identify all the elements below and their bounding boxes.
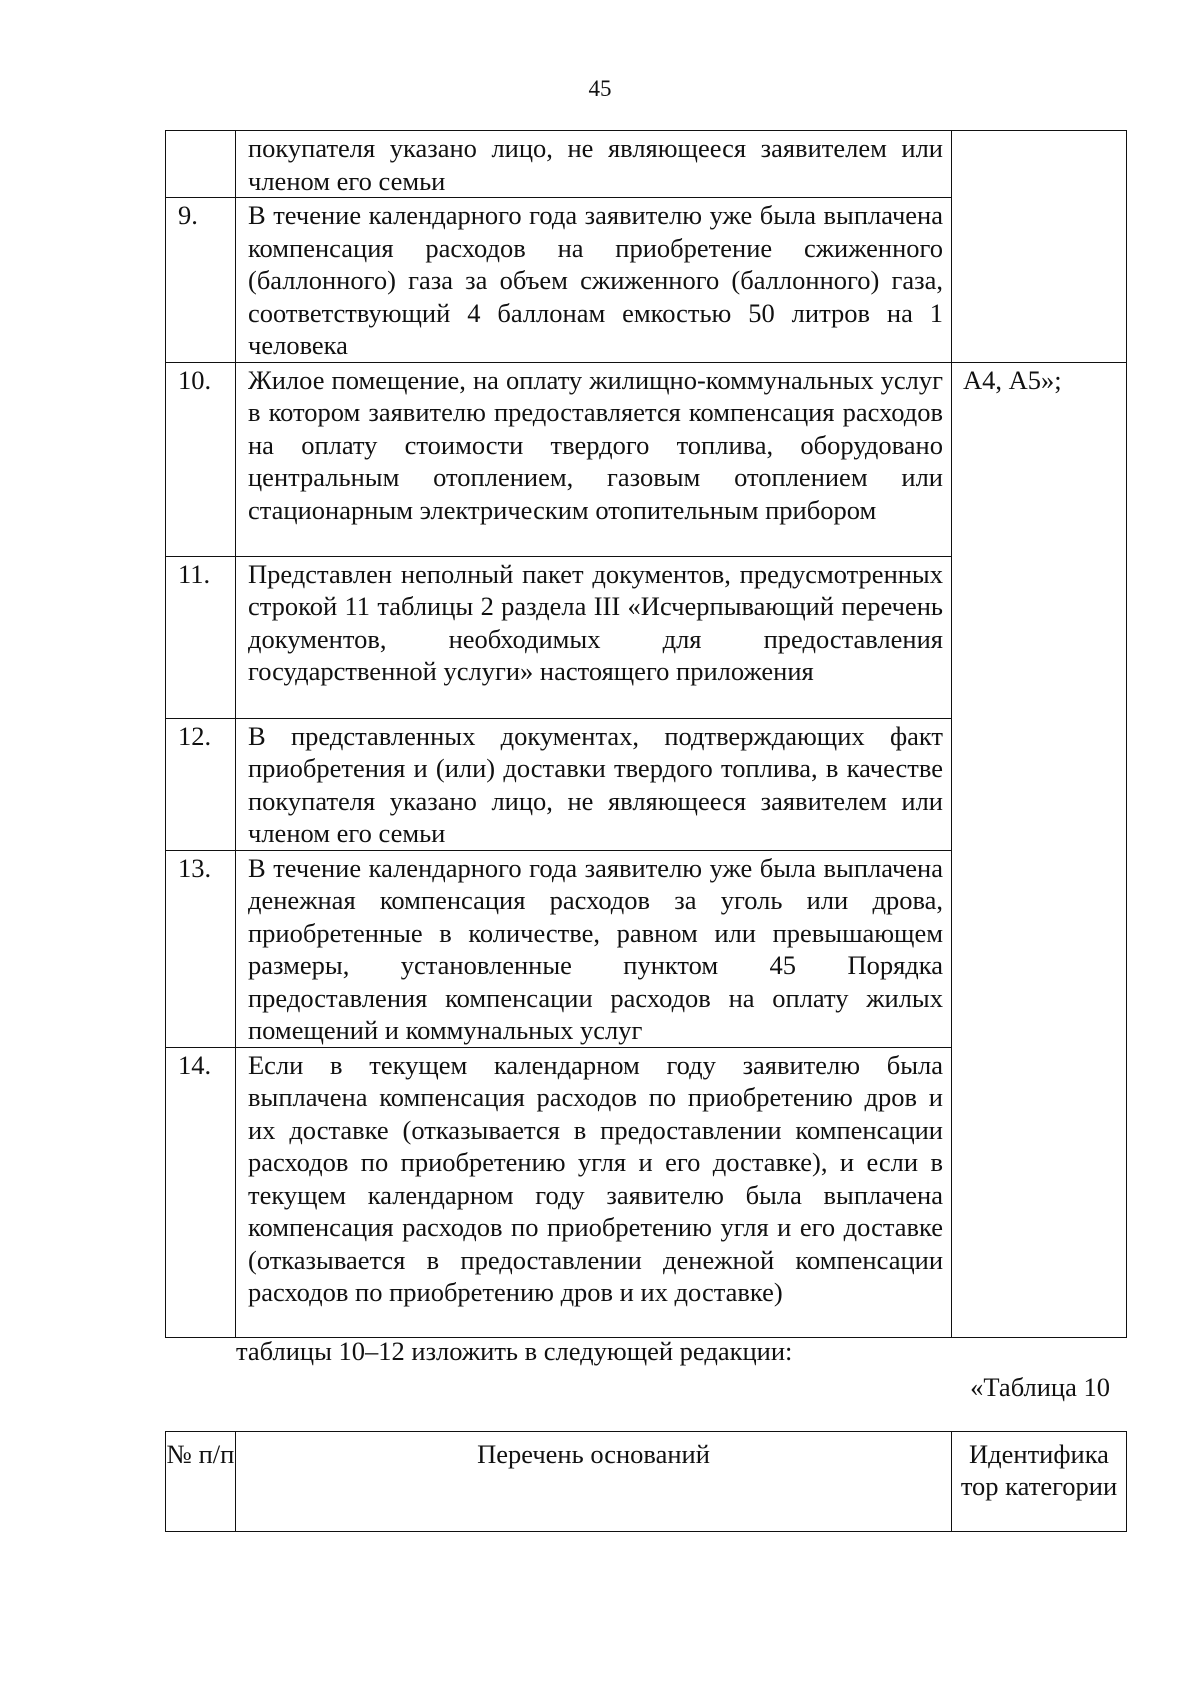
page-number: 45 [588,76,612,101]
row-text: В течение календарного года заявителю уже была выплачена компенсация расходов на приобретение сжиженного (баллонного) газа за объем сжиженного (баллонного) газа, соответствующий 4 баллонам емкостью 50 литров на 1 человека [236,198,952,363]
table-caption: «Таблица 10 [970,1372,1110,1402]
row-number: 11. [166,556,236,718]
header-identifier: Идентифика тор категории [952,1432,1127,1532]
row-text: Представлен неполный пакет документов, предусмотренных строкой 11 таблицы 2 раздела III «Исчерпывающий перечень документов, необходимых для предоставления государственной услуги» настоящего приложения [236,556,952,718]
row-number: 10. [166,362,236,556]
header-list: Перечень оснований [236,1432,952,1532]
row-text: В представленных документах, подтверждающих факт приобретения и (или) доставки твердого топлива, в качестве покупателя указано лицо, не являющееся заявителем или членом его семьи [236,718,952,850]
table-row [166,362,1127,556]
header-number: № п/п [166,1432,236,1532]
header-row [166,1432,1127,1532]
row-number: 12. [166,718,236,850]
identifier-cell: А4, А5»; [952,362,1127,1337]
row-number: 14. [166,1047,236,1337]
grounds-table [165,130,1127,1338]
instruction-text: таблицы 10–12 изложить в следующей редакции: [236,1336,793,1366]
row-text: В течение календарного года заявителю уже была выплачена денежная компенсация расходов за уголь или дрова, приобретенные в количестве, равном или превышающем размеры, установленные пунктом 45 Порядка предоставления компенсации расходов на оплату жилых помещений и коммунальных услуг [236,850,952,1047]
row-text: Если в текущем календарном году заявителю была выплачена компенсация расходов по приобретению дров и их доставке (отказывается в предоставлении компенсации расходов по приобретению угля и его доставке), и если в текущем календарном году заявителю была выплачена компенсация расходов по приобретению угля и его доставке (отказывается в предоставлении денежной компенсации расходов по приобретению дров и их доставке) [236,1047,952,1337]
identifier-cell-empty [952,131,1127,363]
table-row [166,131,1127,198]
row-text: Жилое помещение, на оплату жилищно-коммунальных услуг в котором заявителю предоставляется компенсация расходов на оплату стоимости твердого топлива, оборудовано центральным отоплением, газовым отоплением или стационарным электрическим отопительным прибором [236,362,952,556]
row-number: 13. [166,850,236,1047]
row-number: 9. [166,198,236,363]
row-text: покупателя указано лицо, не являющееся заявителем или членом его семьи [236,131,952,198]
row-number [166,131,236,198]
table-10-header [165,1431,1127,1532]
